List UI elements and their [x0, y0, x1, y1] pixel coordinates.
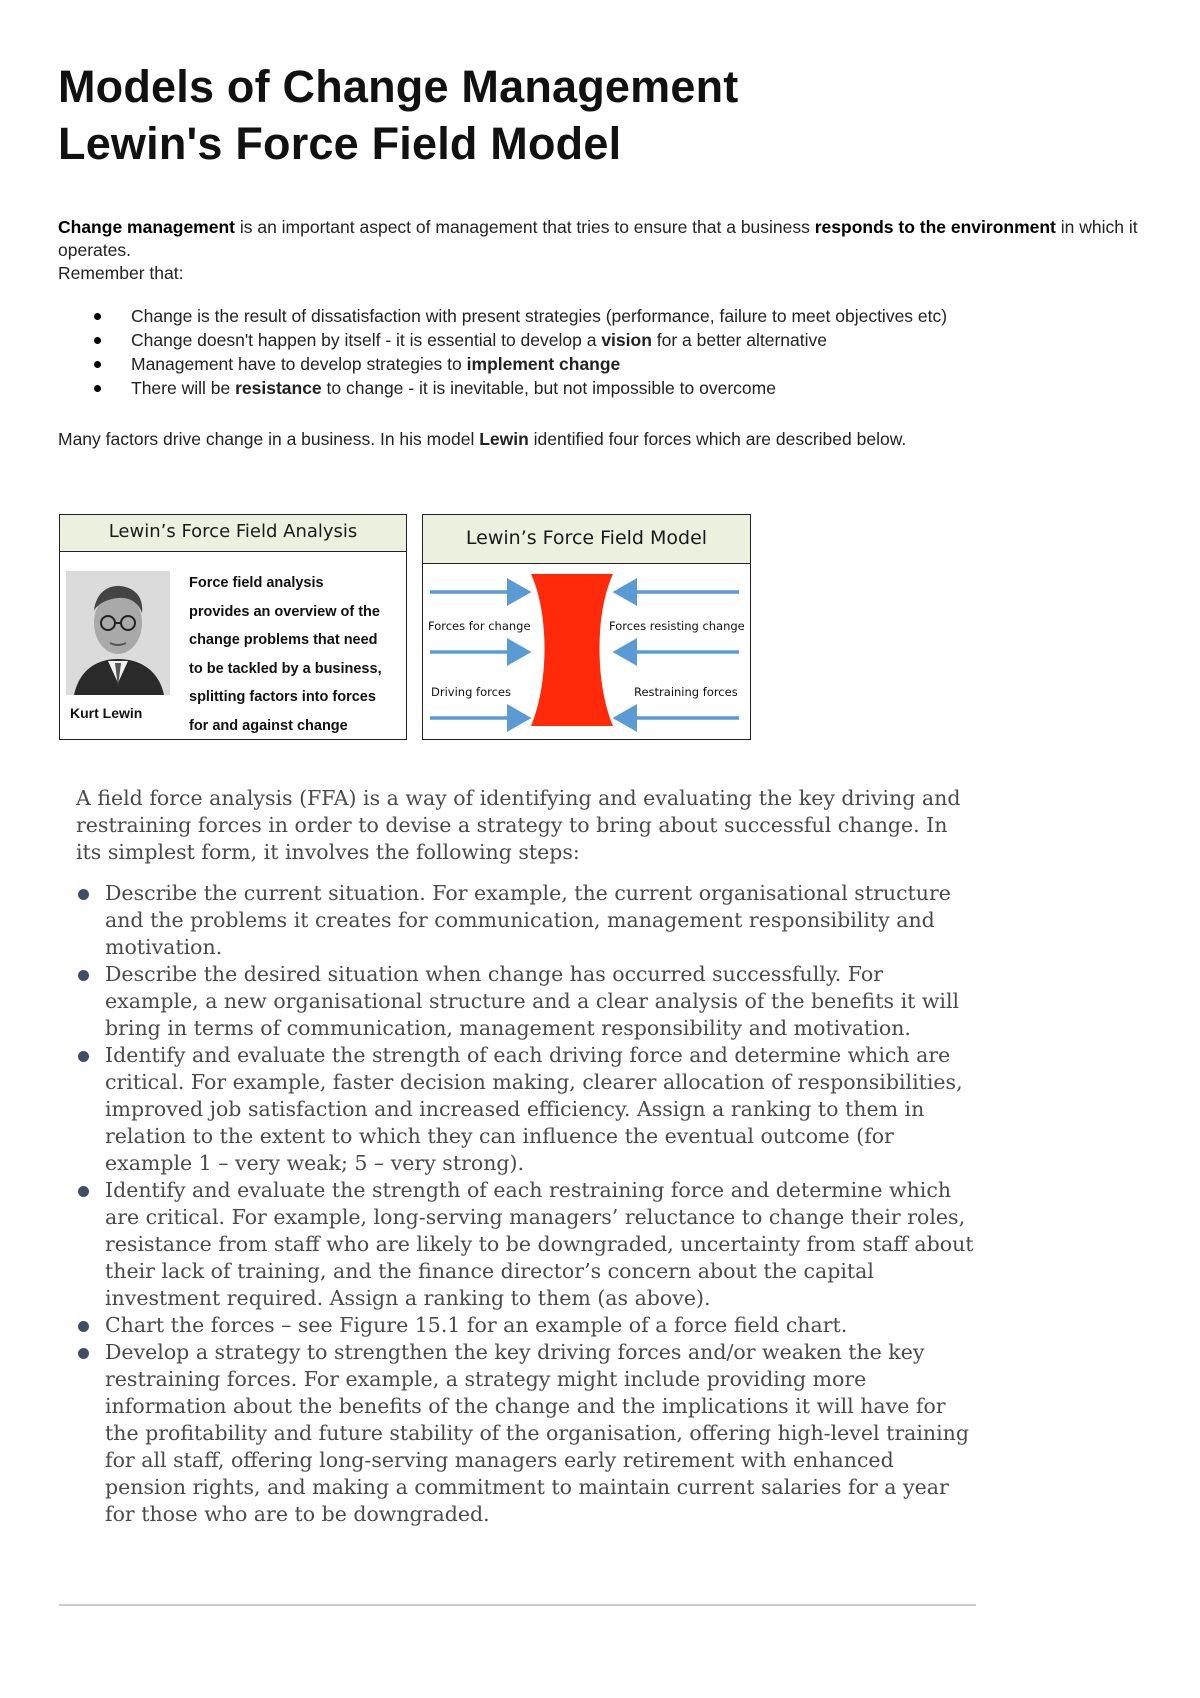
- ffa-step: [76, 1042, 976, 1177]
- bullet-bold: implement change: [466, 354, 621, 374]
- list-item: [58, 328, 1148, 352]
- bullet-dot: [94, 361, 101, 368]
- ffa-intro: A field force analysis (FFA) is a way of identifying and evaluating the key driving and restraining forces in order to devise a strategy to bring about successful change. In its simplest form, it involves the following steps:: [76, 786, 961, 864]
- bullet-text: There will be: [131, 378, 236, 398]
- description-line: splitting factors into forces: [189, 689, 376, 706]
- page-title: [58, 58, 1148, 172]
- description-line: change problems that need: [189, 632, 378, 649]
- figure1-description: [189, 569, 404, 741]
- kurt-lewin-portrait: [66, 571, 170, 695]
- figure1-heading: Lewin’s Force Field Analysis: [60, 515, 406, 552]
- bullet-bold: vision: [601, 330, 652, 350]
- bullet-bold: resistance: [235, 378, 322, 398]
- portrait-caption: Kurt Lewin: [70, 705, 143, 721]
- bullet-dot: [94, 385, 101, 392]
- force-field-analysis-figure: [59, 514, 407, 740]
- list-item: [58, 352, 1148, 376]
- description-line: for and against change: [189, 717, 348, 734]
- intro-paragraph: [58, 216, 1148, 285]
- bullet-dot: [78, 1348, 89, 1359]
- excerpt-bottom-rule: [59, 1604, 976, 1606]
- ffa-step: [76, 1339, 976, 1528]
- forces-for-label: Forces for change: [428, 619, 531, 633]
- document-page: [58, 58, 1148, 451]
- ffa-step: [76, 961, 976, 1042]
- bullet-dot: [78, 1186, 89, 1197]
- forces-resisting-label: Forces resisting change: [609, 619, 745, 633]
- description-line: to be tackled by a business,: [189, 660, 382, 677]
- list-item: [58, 376, 1148, 400]
- bullet-text: Change is the result of dissatisfaction with present strategies (performance, failure to meet objectives etc): [131, 306, 948, 326]
- force-field-diagram: [423, 563, 749, 738]
- bullet-dot: [94, 313, 101, 320]
- ffa-step: [76, 1312, 976, 1339]
- intro-text-1: is an important aspect of management that tries to ensure that a business: [234, 217, 815, 237]
- ffa-step: [76, 880, 976, 961]
- bullet-text: for a better alternative: [651, 330, 827, 350]
- step-text: Identify and evaluate the strength of each driving force and determine which are critical. For example, faster decision making, clearer allocation of responsibilities, improved job satisfaction and increased efficiency. Assign a ranking to them in relation to the extent to which they can influence the eventual outcome (for example 1 – very weak; 5 – very strong).: [105, 1043, 963, 1175]
- force-field-model-figure: [422, 514, 751, 740]
- remember-line: Remember that:: [58, 263, 184, 283]
- step-text: Identify and evaluate the strength of each restraining force and determine which are critical. For example, long-serving managers’ reluctance to change their roles, resistance from staff who are likely to be downgraded, uncertainty from staff about their lack of training, and the finance director’s concern about the capital investment required. Assign a ranking to them (as above).: [105, 1178, 974, 1310]
- restraining-forces-label: Restraining forces: [634, 685, 738, 699]
- intro-bold-2: responds to the environment: [814, 217, 1056, 237]
- step-text: Describe the current situation. For example, the current organisational structure and the problems it creates for communication, management responsibility and motivation.: [105, 881, 951, 959]
- forces-intro-bold: Lewin: [479, 429, 529, 449]
- intro-term: Change management: [58, 217, 235, 237]
- forces-intro-text: Many factors drive change in a business. In his model: [58, 429, 480, 449]
- title-line-2: Lewin's Force Field Model: [58, 118, 622, 169]
- bullet-dot: [94, 337, 101, 344]
- ffa-steps-list: [76, 880, 976, 1528]
- bullet-text: Change doesn't happen by itself - it is essential to develop a: [131, 330, 602, 350]
- remember-list: [58, 304, 1148, 400]
- intro-text-2: in which it operates.: [58, 217, 1138, 260]
- bullet-text: Management have to develop strategies to: [131, 354, 467, 374]
- description-line: Force field analysis: [189, 575, 324, 591]
- forces-intro-paragraph: [58, 427, 1148, 451]
- change-barrier-shape: [531, 574, 613, 726]
- title-line-1: Models of Change Management: [58, 61, 739, 112]
- bullet-text: to change - it is inevitable, but not impossible to overcome: [321, 378, 776, 398]
- step-text: Develop a strategy to strengthen the key driving forces and/or weaken the key restraining forces. For example, a strategy might include providing more information about the benefits of the change and the implications it will have for the profitability and future stability of the organisation, offering high-level training for all staff, offering long-serving managers early retirement with enhanced pension rights, and making a commitment to maintain current salaries for a year for those who are to be downgraded.: [105, 1340, 969, 1526]
- step-text: Chart the forces – see Figure 15.1 for an example of a force field chart.: [105, 1313, 848, 1337]
- bullet-dot: [78, 1051, 89, 1062]
- bullet-dot: [78, 889, 89, 900]
- driving-forces-label: Driving forces: [431, 685, 511, 699]
- forces-intro-text: identified four forces which are described below.: [528, 429, 907, 449]
- ffa-textbook-excerpt: [76, 785, 976, 1528]
- ffa-step: [76, 1177, 976, 1312]
- description-line: provides an overview of the: [189, 603, 380, 620]
- bullet-dot: [78, 970, 89, 981]
- figure2-heading: Lewin’s Force Field Model: [423, 515, 750, 564]
- bullet-dot: [78, 1321, 89, 1332]
- list-item: [58, 304, 1148, 328]
- step-text: Describe the desired situation when change has occurred successfully. For example, a new organisational structure and a clear analysis of the benefits it will bring in terms of communication, management responsibility and motivation.: [105, 962, 960, 1040]
